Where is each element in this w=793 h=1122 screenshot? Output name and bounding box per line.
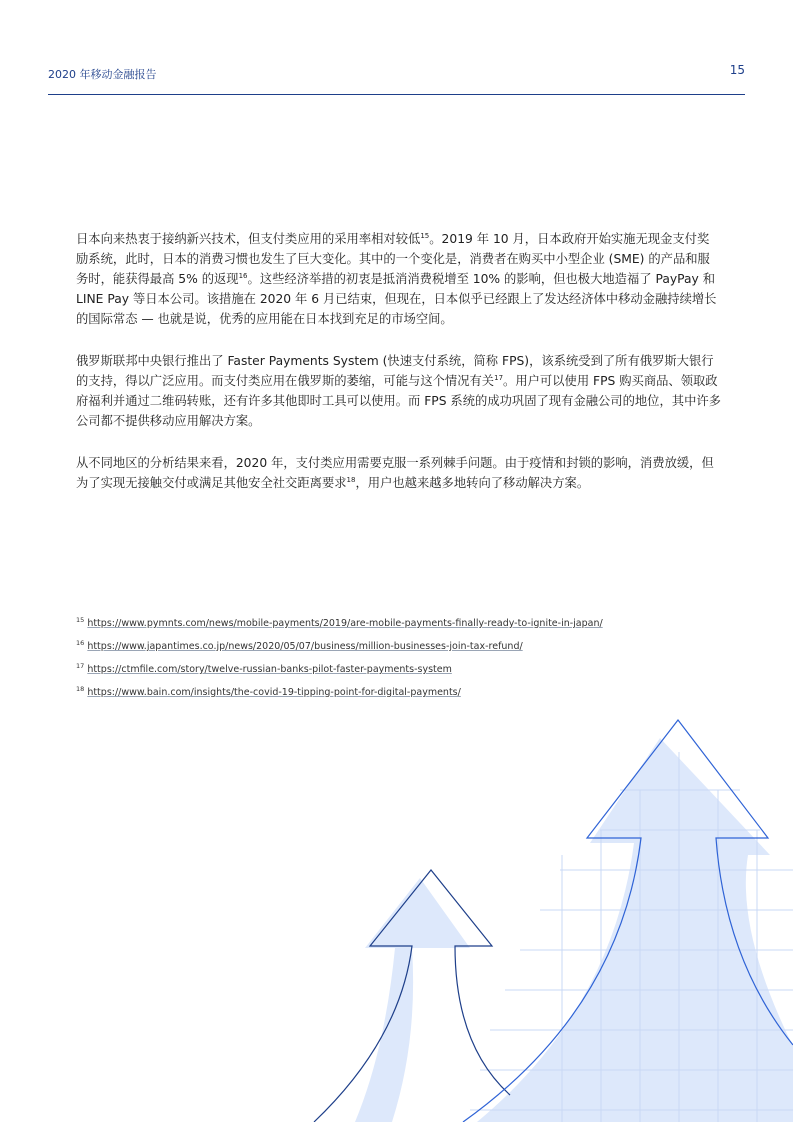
footnote-link[interactable]: https://www.japantimes.co.jp/news/2020/05/07/business/million-businesses-join-tax-refund/ <box>87 641 523 652</box>
text-run: 从不同地区的分析结果来看，2020 年，支付类应用需要克服一系列棘手问题。由于疫情和封锁的影响，消费放缓，但为了实现无接触交付或满足其他安全社交距离要求 <box>76 456 714 490</box>
footnote-ref[interactable]: 16 <box>238 271 248 280</box>
footnote-17 <box>76 663 721 686</box>
footnote-ref[interactable]: 17 <box>494 373 504 382</box>
footnote-link[interactable]: https://ctmfile.com/story/twelve-russian-banks-pilot-faster-payments-system <box>87 664 452 675</box>
footnote-number: 17 <box>76 661 85 670</box>
footnote-link[interactable]: https://www.pymnts.com/news/mobile-payments/2019/are-mobile-payments-finally-ready-to-ignite-in-japan/ <box>87 618 603 629</box>
footnote-number: 16 <box>76 638 85 647</box>
footnote-16 <box>76 640 721 663</box>
page-number: 15 <box>729 63 745 77</box>
footnote-15 <box>76 617 721 640</box>
paragraph-japan <box>76 229 721 329</box>
paragraph-russia <box>76 351 721 431</box>
report-title: 2020 年移动金融报告 <box>48 68 157 81</box>
paragraph-summary <box>76 453 721 493</box>
footnote-ref[interactable]: 15 <box>420 231 430 240</box>
text-run: 。这些经济举措的初衷是抵消消费税增至 10% 的影响，但也极大地造福了 PayPay 和 LINE Pay 等日本公司。该措施在 2020 年 6 月已结束，但现在，日本似乎已经跟上了发达经济体中移动金融持续增长的国际常态 — 也就是说，优秀的应用能在日本找到充足的市场空间。 <box>76 272 717 326</box>
footnote-link[interactable]: https://www.bain.com/insights/the-covid-19-tipping-point-for-digital-payments/ <box>87 687 461 698</box>
footnote-ref[interactable]: 18 <box>346 475 356 484</box>
page-header <box>48 58 745 95</box>
footnote-number: 18 <box>76 684 85 693</box>
growth-arrows-illustration <box>300 710 793 1122</box>
footnotes <box>76 617 721 709</box>
text-run: 俄罗斯联邦中央银行推出了 Faster Payments System (快速支付系统，简称 FPS)，该系统受到了所有俄罗斯大银行的支持，得以广泛应用。而支付类应用在俄罗斯的萎缩，可能与这个情况有关 <box>76 354 714 388</box>
small-arrow-shadow <box>355 878 470 1122</box>
text-run: 。用户可以使用 FPS 购买商品、领取政府福利并通过二维码转账，还有许多其他即时工具可以使用。而 FPS 系统的成功巩固了现有金融公司的地位，其中许多公司都不提供移动应用解决方案。 <box>76 374 721 428</box>
text-run: 。2019 年 10 月，日本政府开始实施无现金支付奖励系统，此时，日本的消费习惯也发生了巨大变化。其中的一个变化是，消费者在购买中小型企业 (SME) 的产品和服务时，能获得最高 5% 的返现 <box>76 232 710 286</box>
text-run: 日本向来热衷于接纳新兴技术，但支付类应用的采用率相对较低 <box>76 232 421 246</box>
body-text <box>76 229 721 515</box>
footnote-number: 15 <box>76 615 85 624</box>
text-run: ，用户也越来越多地转向了移动解决方案。 <box>355 476 590 490</box>
large-arrow-shadow <box>477 738 793 1122</box>
footnote-18 <box>76 686 721 709</box>
